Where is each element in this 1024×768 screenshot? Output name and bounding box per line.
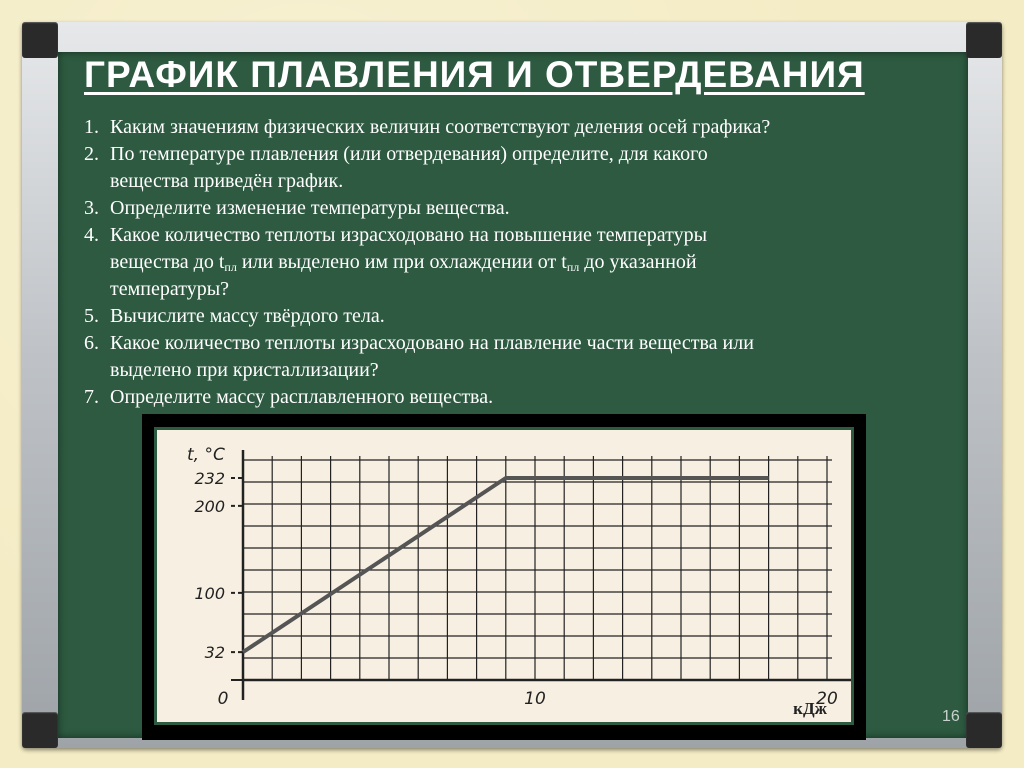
question-item: 4. Какое количество теплоты израсходовано на повышение температуры вещества до $t_{пл}$ или выделено им при охлаждении от $t_{пл}$ до указанной температуры? (84, 224, 708, 300)
y-tick-label: 32 (204, 643, 225, 663)
y-tick-label: 100 (194, 583, 225, 603)
x-tick-label: 0 (217, 689, 229, 709)
question-item: 2. По температуре плавления (или отвердевания) определите, для какого вещества приведён график. (84, 143, 708, 192)
question-list (84, 114, 964, 411)
x-tick-label: 10 (524, 689, 546, 709)
frame-corner (22, 22, 58, 58)
x-axis-label: кДж (793, 699, 827, 718)
question-item: 1. Каким значениям физических величин соответствуют деления осей графика? (84, 116, 771, 138)
y-axis-label: t, °C (187, 445, 225, 465)
question-item: 5. Вычислите массу твёрдого тела. (84, 305, 385, 327)
frame-corner (966, 22, 1002, 58)
slide-number: 16 (942, 708, 960, 725)
question-item: 7. Определите массу расплавленного вещества. (84, 386, 494, 408)
slide-title: ГРАФИК ПЛАВЛЕНИЯ И ОТВЕРДЕВАНИЯ (84, 54, 865, 95)
frame-corner (966, 712, 1002, 748)
y-tick-label: 200 (194, 496, 225, 516)
melting-chart (157, 430, 851, 722)
question-item: 3. Определите изменение температуры вещества. (84, 197, 510, 219)
frame-corner (22, 712, 58, 748)
question-item: 6. Какое количество теплоты израсходовано на плавление части вещества или выделено при кристаллизации? (84, 332, 754, 381)
y-tick-label: 232 (194, 469, 225, 488)
x-tick-label: 20 (816, 689, 838, 709)
chart (154, 427, 854, 725)
